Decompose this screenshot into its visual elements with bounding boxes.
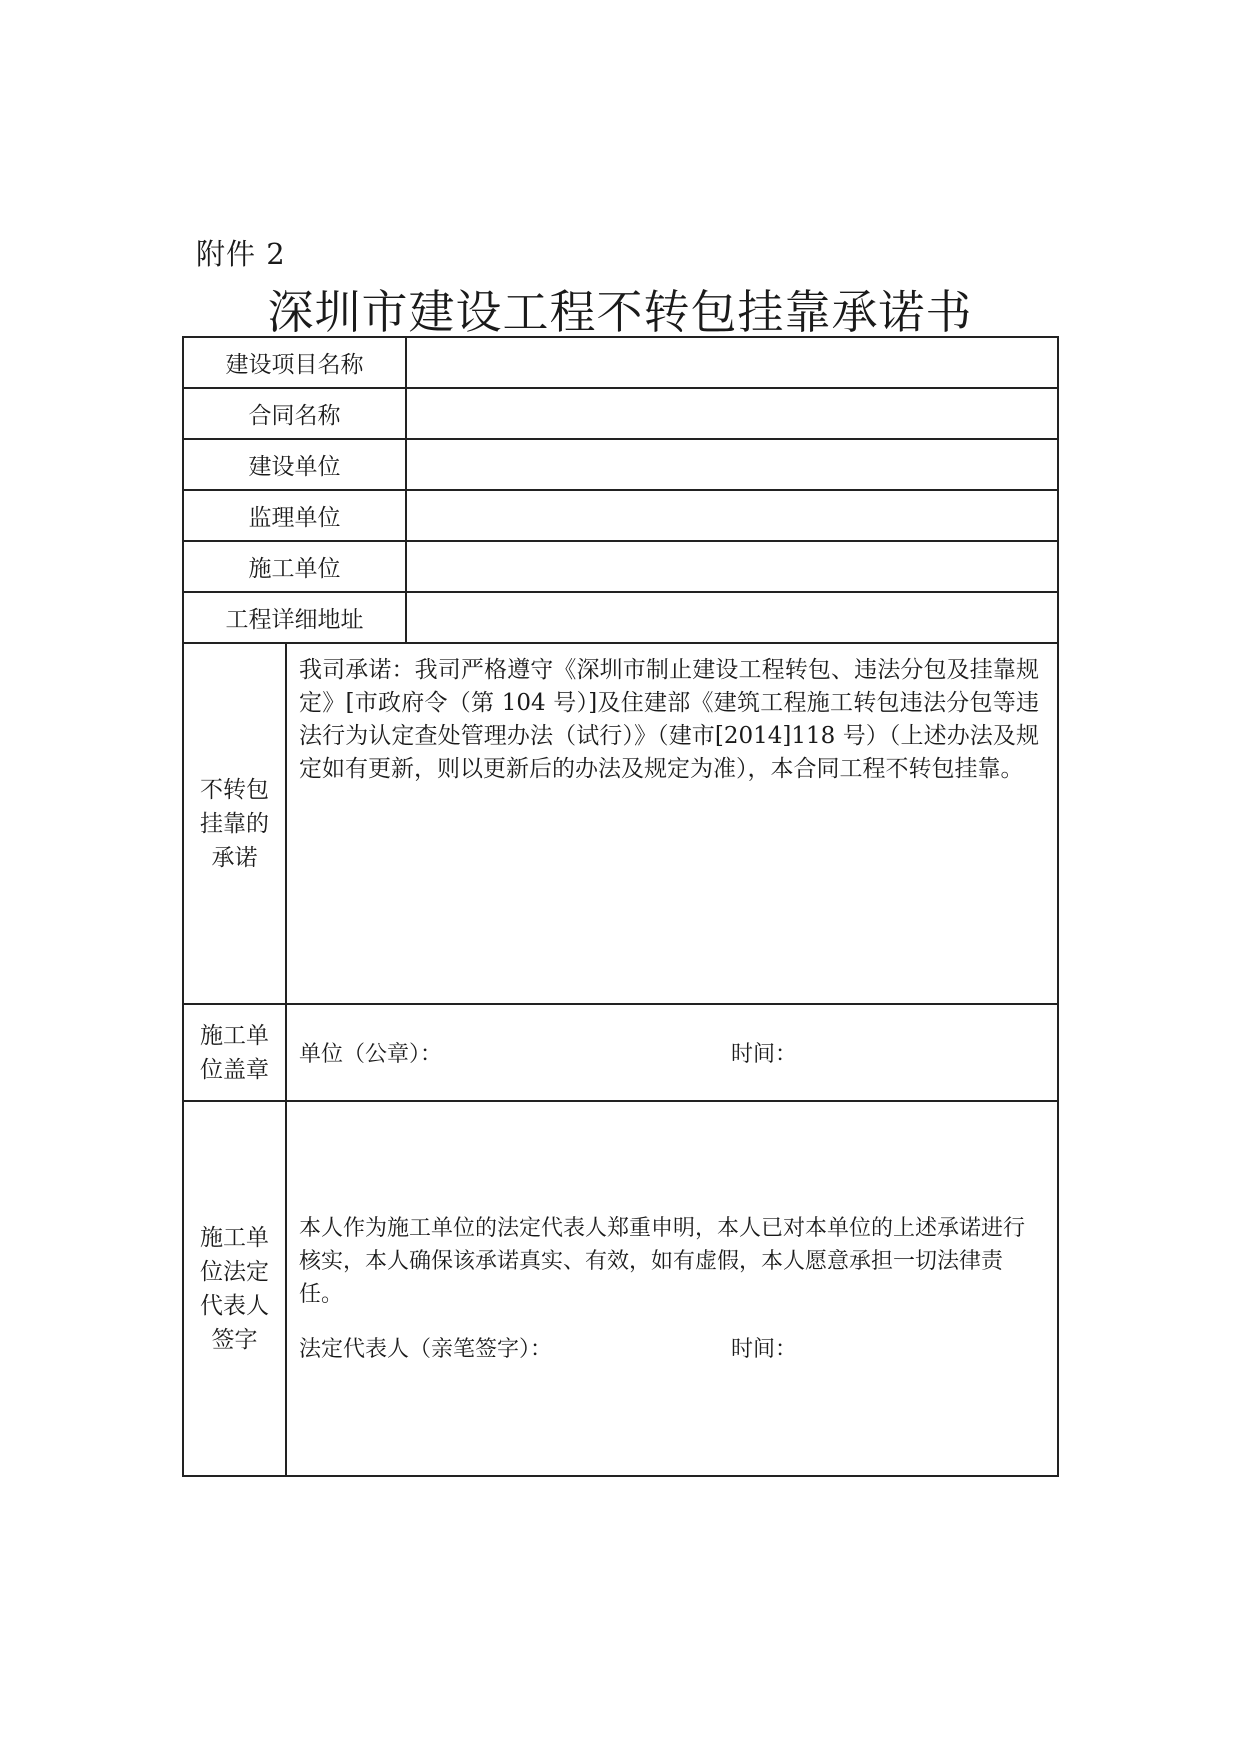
row-contractor-unit — [183, 541, 1058, 592]
project-address-label: 工程详细地址 — [183, 592, 406, 643]
seal-label-line: 位盖章 — [200, 1056, 269, 1083]
project-name-label: 建设项目名称 — [183, 337, 406, 388]
legal-rep-label-line: 施工单 — [200, 1224, 269, 1251]
document-title: 深圳市建设工程不转包挂靠承诺书 — [267, 285, 973, 339]
row-construction-unit — [183, 439, 1058, 490]
legal-rep-signature-label: 法定代表人（亲笔签字）： — [299, 1336, 553, 1362]
legal-rep-label-line: 签字 — [211, 1326, 258, 1353]
seal-unit-label: 单位（公章）： — [299, 1042, 443, 1067]
construction-unit-label: 建设单位 — [183, 439, 406, 490]
row-legal-rep — [183, 1101, 1058, 1476]
legal-rep-statement: 本人作为施工单位的法定代表人郑重申明，本人已对本单位的上述承诺进行核实，本人确保该承诺真实、有效，如有虚假，本人愿意承担一切法律责任。 — [299, 1215, 1026, 1307]
contract-name-label: 合同名称 — [183, 388, 406, 439]
row-supervision-unit — [183, 490, 1058, 541]
commitment-text: 我司承诺：我司严格遵守《深圳市制止建设工程转包、违法分包及挂靠规定》[市政府令（第 104 号）]及住建部《建筑工程施工转包违法分包等违法行为认定查处管理办法（试行）》（建市[2014]118 号）（上述办法及规定如有更新，则以更新后的办法及规定为准），本合同工程不转包挂靠。 — [286, 643, 1058, 1004]
contractor-unit-label: 施工单位 — [183, 541, 406, 592]
seal-label-line: 施工单 — [200, 1022, 269, 1049]
supervision-unit-field[interactable] — [406, 490, 1058, 541]
seal-time-label: 时间： — [731, 1042, 798, 1067]
project-name-field[interactable] — [406, 337, 1058, 388]
commitment-label — [183, 643, 286, 1004]
supervision-unit-label: 监理单位 — [183, 490, 406, 541]
row-project-address — [183, 592, 1058, 643]
legal-rep-field[interactable] — [286, 1101, 1058, 1476]
contract-name-field[interactable] — [406, 388, 1058, 439]
commitment-label-line: 不转包 — [200, 776, 269, 803]
commitment-label-line: 承诺 — [211, 844, 258, 871]
row-seal — [183, 1004, 1058, 1101]
contractor-unit-field[interactable] — [406, 541, 1058, 592]
row-contract-name — [183, 388, 1058, 439]
annex-label: 附件 2 — [196, 237, 286, 271]
commitment-form-table — [182, 336, 1059, 1477]
legal-rep-label-line: 代表人 — [200, 1292, 269, 1319]
project-address-field[interactable] — [406, 592, 1058, 643]
seal-field[interactable] — [286, 1004, 1058, 1101]
legal-rep-label — [183, 1101, 286, 1476]
construction-unit-field[interactable] — [406, 439, 1058, 490]
legal-rep-time-label: 时间： — [731, 1336, 798, 1362]
legal-rep-label-line: 位法定 — [200, 1258, 269, 1285]
row-commitment — [183, 643, 1058, 1004]
commitment-label-line: 挂靠的 — [200, 810, 269, 837]
seal-label — [183, 1004, 286, 1101]
row-project-name — [183, 337, 1058, 388]
